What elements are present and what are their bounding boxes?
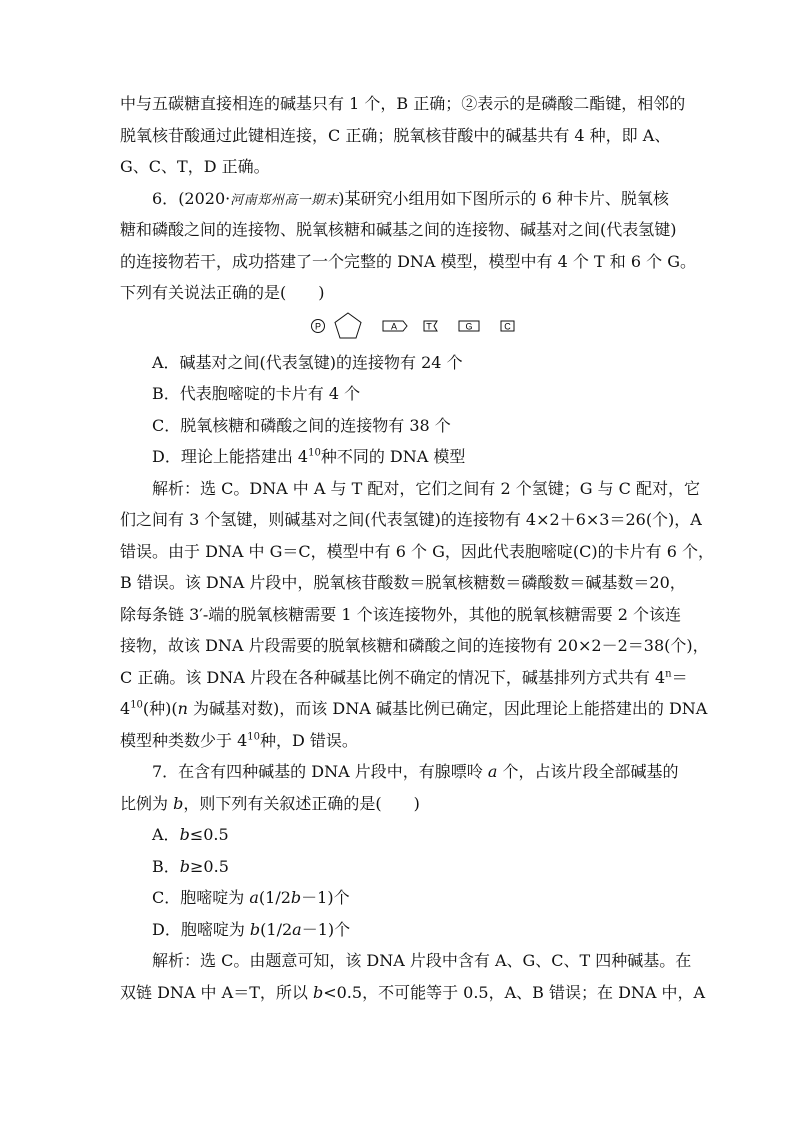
q7-option-c-mid: (1/2 (258, 888, 291, 907)
base-card-a (383, 321, 407, 332)
q6-analysis-line-9-post: 种，D 错误。 (260, 730, 358, 750)
q6-analysis-line-1: 解析：选 C。DNA 中 A 与 T 配对，它们之间有 2 个氢键；G 与 C 配对，它 (152, 478, 701, 498)
q6-analysis-line-7-sup: n (665, 668, 672, 680)
q7-option-a-pre: A． (152, 825, 180, 844)
q7-option-d-var2: a (292, 919, 302, 939)
q6-stem-line-1 (120, 183, 680, 215)
q6-analysis-line-7 (120, 662, 688, 694)
q6-analysis-line-8-post: 为碱基对数)，而该 DNA 碱基比例已确定，因此理论上能搭建出的 DNA (187, 699, 708, 718)
q6-analysis-line-6: 接物，故该 DNA 片段需要的脱氧核糖和磷酸之间的连接物有 20×2－2＝38(个)， (120, 636, 709, 655)
q6-option-b: B．代表胞嘧啶的卡片有 4 个 (152, 384, 361, 403)
q6-number: 6． (152, 188, 179, 208)
q7-stem-2-b: b (173, 793, 184, 813)
q7-option-d-var1: b (249, 919, 261, 939)
q6-stem-tail: )某研究小组用如下图所示的 6 种卡片、脱氧核 (338, 188, 669, 208)
q7-option-d-pre: D．胞嘧啶为 (152, 919, 250, 939)
carry-over-line-3: G、C、T，D 正确。 (120, 157, 270, 176)
base-card-t (424, 321, 437, 332)
q6-analysis-line-8-n: n (177, 699, 188, 718)
q7-option-a-post: ≤0.5 (189, 825, 229, 844)
q6-analysis-line-9-pre: 模型种类数少于 4 (120, 730, 248, 750)
phosphate-card (312, 319, 325, 332)
q7-option-c-pre: C．胞嘧啶为 (152, 888, 250, 907)
base-card-c (501, 321, 514, 332)
q7-option-d (120, 914, 680, 946)
q6-analysis-line-8-sup: 10 (130, 699, 143, 711)
base-card-a-label: A (390, 321, 398, 331)
q7-option-c (120, 882, 680, 914)
q6-year: (2020· (178, 188, 231, 208)
q7-option-c-var1: a (249, 888, 259, 907)
document-page (120, 88, 714, 1008)
q6-analysis-line-8 (120, 693, 708, 725)
q7-option-b-post: ≥0.5 (190, 856, 229, 876)
q7-option-d-mid: (1/2 (260, 919, 293, 939)
q7-stem-2-post: ，则下列有关叙述正确的是( ) (183, 793, 420, 813)
q7-analysis-line-2-b: b (312, 982, 324, 1002)
base-card-t-label: T (426, 321, 432, 331)
q7-option-d-post: －1)个 (301, 919, 351, 939)
q7-stem-1-pre: 7．在含有四种碱基的 DNA 片段中，有腺嘌呤 (152, 762, 488, 781)
q7-stem-2-pre: 比例为 (120, 793, 174, 813)
q7-option-b-pre: B． (152, 856, 180, 876)
q7-stem-line-2 (120, 788, 680, 820)
base-card-g-label: G (465, 321, 473, 331)
q6-option-d (120, 441, 680, 473)
q7-stem-1-a: a (487, 762, 498, 781)
phosphate-card-label: P (314, 321, 322, 331)
q7-option-b-var: b (179, 856, 191, 876)
q6-option-c: C．脱氧核糖和磷酸之间的连接物有 38 个 (152, 415, 451, 435)
q6-analysis-line-3: 错误。由于 DNA 中 G＝C，模型中有 6 个 G，因此代表胞嘧啶(C)的卡片有 6 个， (120, 541, 714, 561)
base-card-c-label: C (504, 321, 511, 331)
q7-stem-line-1 (120, 756, 680, 788)
q7-analysis-line-1: 解析：选 C。由题意可知，该 DNA 片段中含有 A、G、C、T 四种碱基。在 (152, 951, 692, 970)
q6-analysis-line-7-post: ＝ (671, 667, 688, 687)
q6-option-d-sup: 10 (308, 447, 321, 459)
q6-analysis-line-4: B 错误。该 DNA 片段中，脱氧核苷酸数＝脱氧核糖数＝磷酸数＝碱基数＝20， (120, 573, 686, 592)
q6-option-d-pre: D．理论上能搭建出 4 (152, 447, 309, 466)
q7-option-a-var: b (179, 825, 190, 844)
q7-option-c-post: －1)个 (301, 888, 350, 907)
q7-analysis-line-2 (120, 977, 706, 1009)
q6-card-figure (120, 309, 680, 347)
q6-analysis-line-9-sup: 10 (247, 731, 261, 743)
q7-option-c-var2: b (290, 888, 302, 907)
q6-analysis-line-8-pre: 4 (120, 699, 131, 718)
carry-over-line-2: 脱氧核苷酸通过此键相连接，C 正确；脱氧核苷酸中的碱基共有 4 种，即 A、 (120, 125, 671, 145)
q6-source: 河南郑州高一期末 (230, 192, 339, 208)
q7-option-a (120, 819, 680, 851)
q6-stem-line-2: 糖和磷酸之间的连接物、脱氧核糖和碱基之间的连接物、碱基对之间(代表氢键) (120, 220, 677, 239)
deoxyribose-card (335, 313, 361, 338)
q6-analysis-line-5: 除每条链 3′-端的脱氧核糖需要 1 个该连接物外，其他的脱氧核糖需要 2 个该连 (120, 604, 682, 624)
carry-over-line-1: 中与五碳糖直接相连的碱基只有 1 个，B 正确；②表示的是磷酸二酯键，相邻的 (120, 94, 686, 113)
q7-stem-1-post: 个，占该片段全部碱基的 (497, 762, 679, 781)
q6-stem-line-4: 下列有关说法正确的是( ) (120, 283, 325, 302)
q7-analysis-line-2-pre: 双链 DNA 中 A＝T，所以 (120, 982, 313, 1002)
q6-option-d-post: 种不同的 DNA 模型 (320, 447, 466, 466)
q6-option-a: A．碱基对之间(代表氢键)的连接物有 24 个 (152, 352, 463, 372)
q6-analysis-line-2: 们之间有 3 个氢键，则碱基对之间(代表氢键)的连接物有 4×2＋6×3＝26(个)，A (120, 510, 702, 529)
q6-stem-line-3: 的连接物若干，成功搭建了一个完整的 DNA 模型，模型中有 4 个 T 和 6 个 G。 (120, 251, 696, 271)
q6-analysis-line-7-pre: C 正确。该 DNA 片段在各种碱基比例不确定的情况下，碱基排列方式共有 4 (120, 667, 666, 687)
q6-analysis-line-8-mid: (种)( (142, 699, 178, 718)
q7-analysis-line-2-post: <0.5，不可能等于 0.5，A、B 错误；在 DNA 中，A (323, 982, 706, 1002)
q6-analysis-line-9 (120, 725, 680, 757)
q7-option-b (120, 851, 680, 883)
base-card-g (459, 321, 479, 332)
